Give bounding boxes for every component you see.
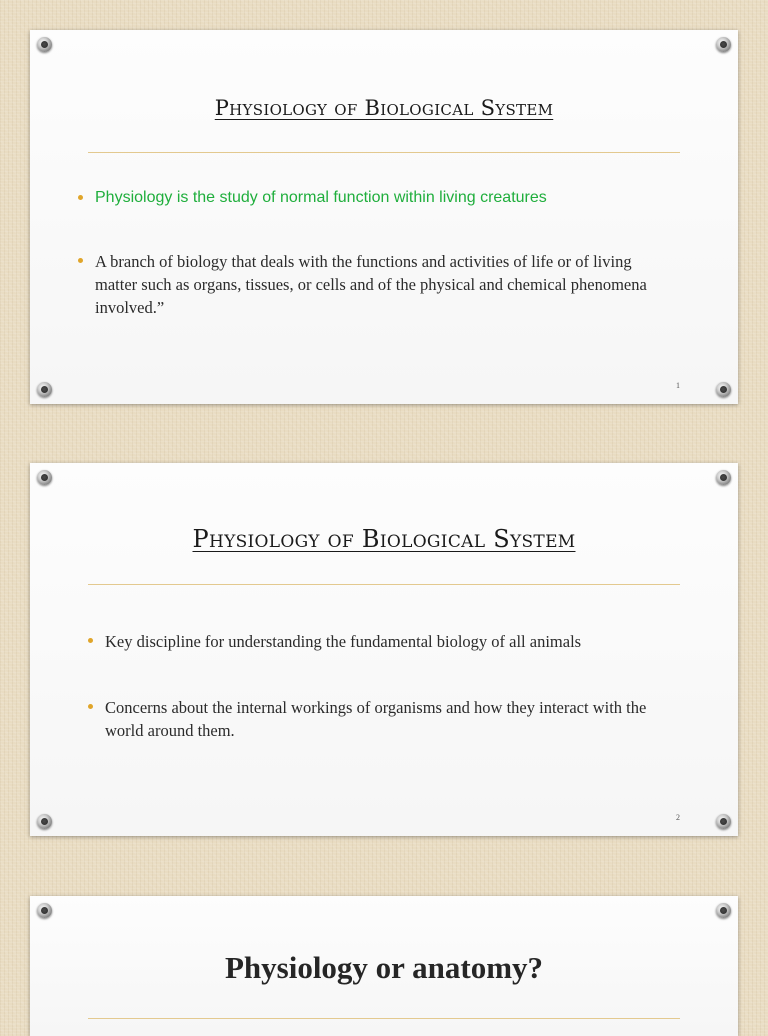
screw-icon <box>37 903 52 918</box>
page-number: 1 <box>676 381 680 390</box>
slide-title: Physiology of Biological System <box>214 96 554 120</box>
bullet-text: Physiology is the study of normal function within living creatures <box>95 189 547 206</box>
bullet-text: Key discipline for understanding the fundamental biology of all animals <box>105 632 582 651</box>
screw-icon <box>716 382 731 397</box>
title-divider <box>88 152 680 153</box>
screw-icon <box>716 470 731 485</box>
bullet-dot-icon <box>88 704 93 709</box>
bullet-dot-icon <box>88 638 93 643</box>
title-divider <box>88 1018 680 1019</box>
page-number: 2 <box>676 813 680 822</box>
screw-icon <box>716 37 731 52</box>
bullet-dot-icon <box>78 195 83 200</box>
bullet-text: A branch of biology that deals with the functions and activities of life or of living matter such as organs, tissues, or cells and of the physical and chemical phenomena involved.” <box>95 252 647 317</box>
bullet-item <box>78 187 678 209</box>
screw-icon <box>37 382 52 397</box>
bullet-item <box>88 696 688 742</box>
slide-1 <box>30 30 738 404</box>
slide-title: Physiology or anatomy? <box>224 950 544 985</box>
slide-3 <box>30 896 738 1036</box>
slide-title: Physiology of Biological System <box>192 525 576 553</box>
title-divider <box>88 584 680 585</box>
bullet-dot-icon <box>78 258 83 263</box>
screw-icon <box>37 37 52 52</box>
slide-2 <box>30 463 738 836</box>
bullet-item <box>88 630 688 653</box>
bullet-item <box>78 250 658 319</box>
screw-icon <box>37 470 52 485</box>
bullet-text: Concerns about the internal workings of organisms and how they interact with the world around them. <box>105 698 647 740</box>
screw-icon <box>716 903 731 918</box>
screw-icon <box>716 814 731 829</box>
screw-icon <box>37 814 52 829</box>
